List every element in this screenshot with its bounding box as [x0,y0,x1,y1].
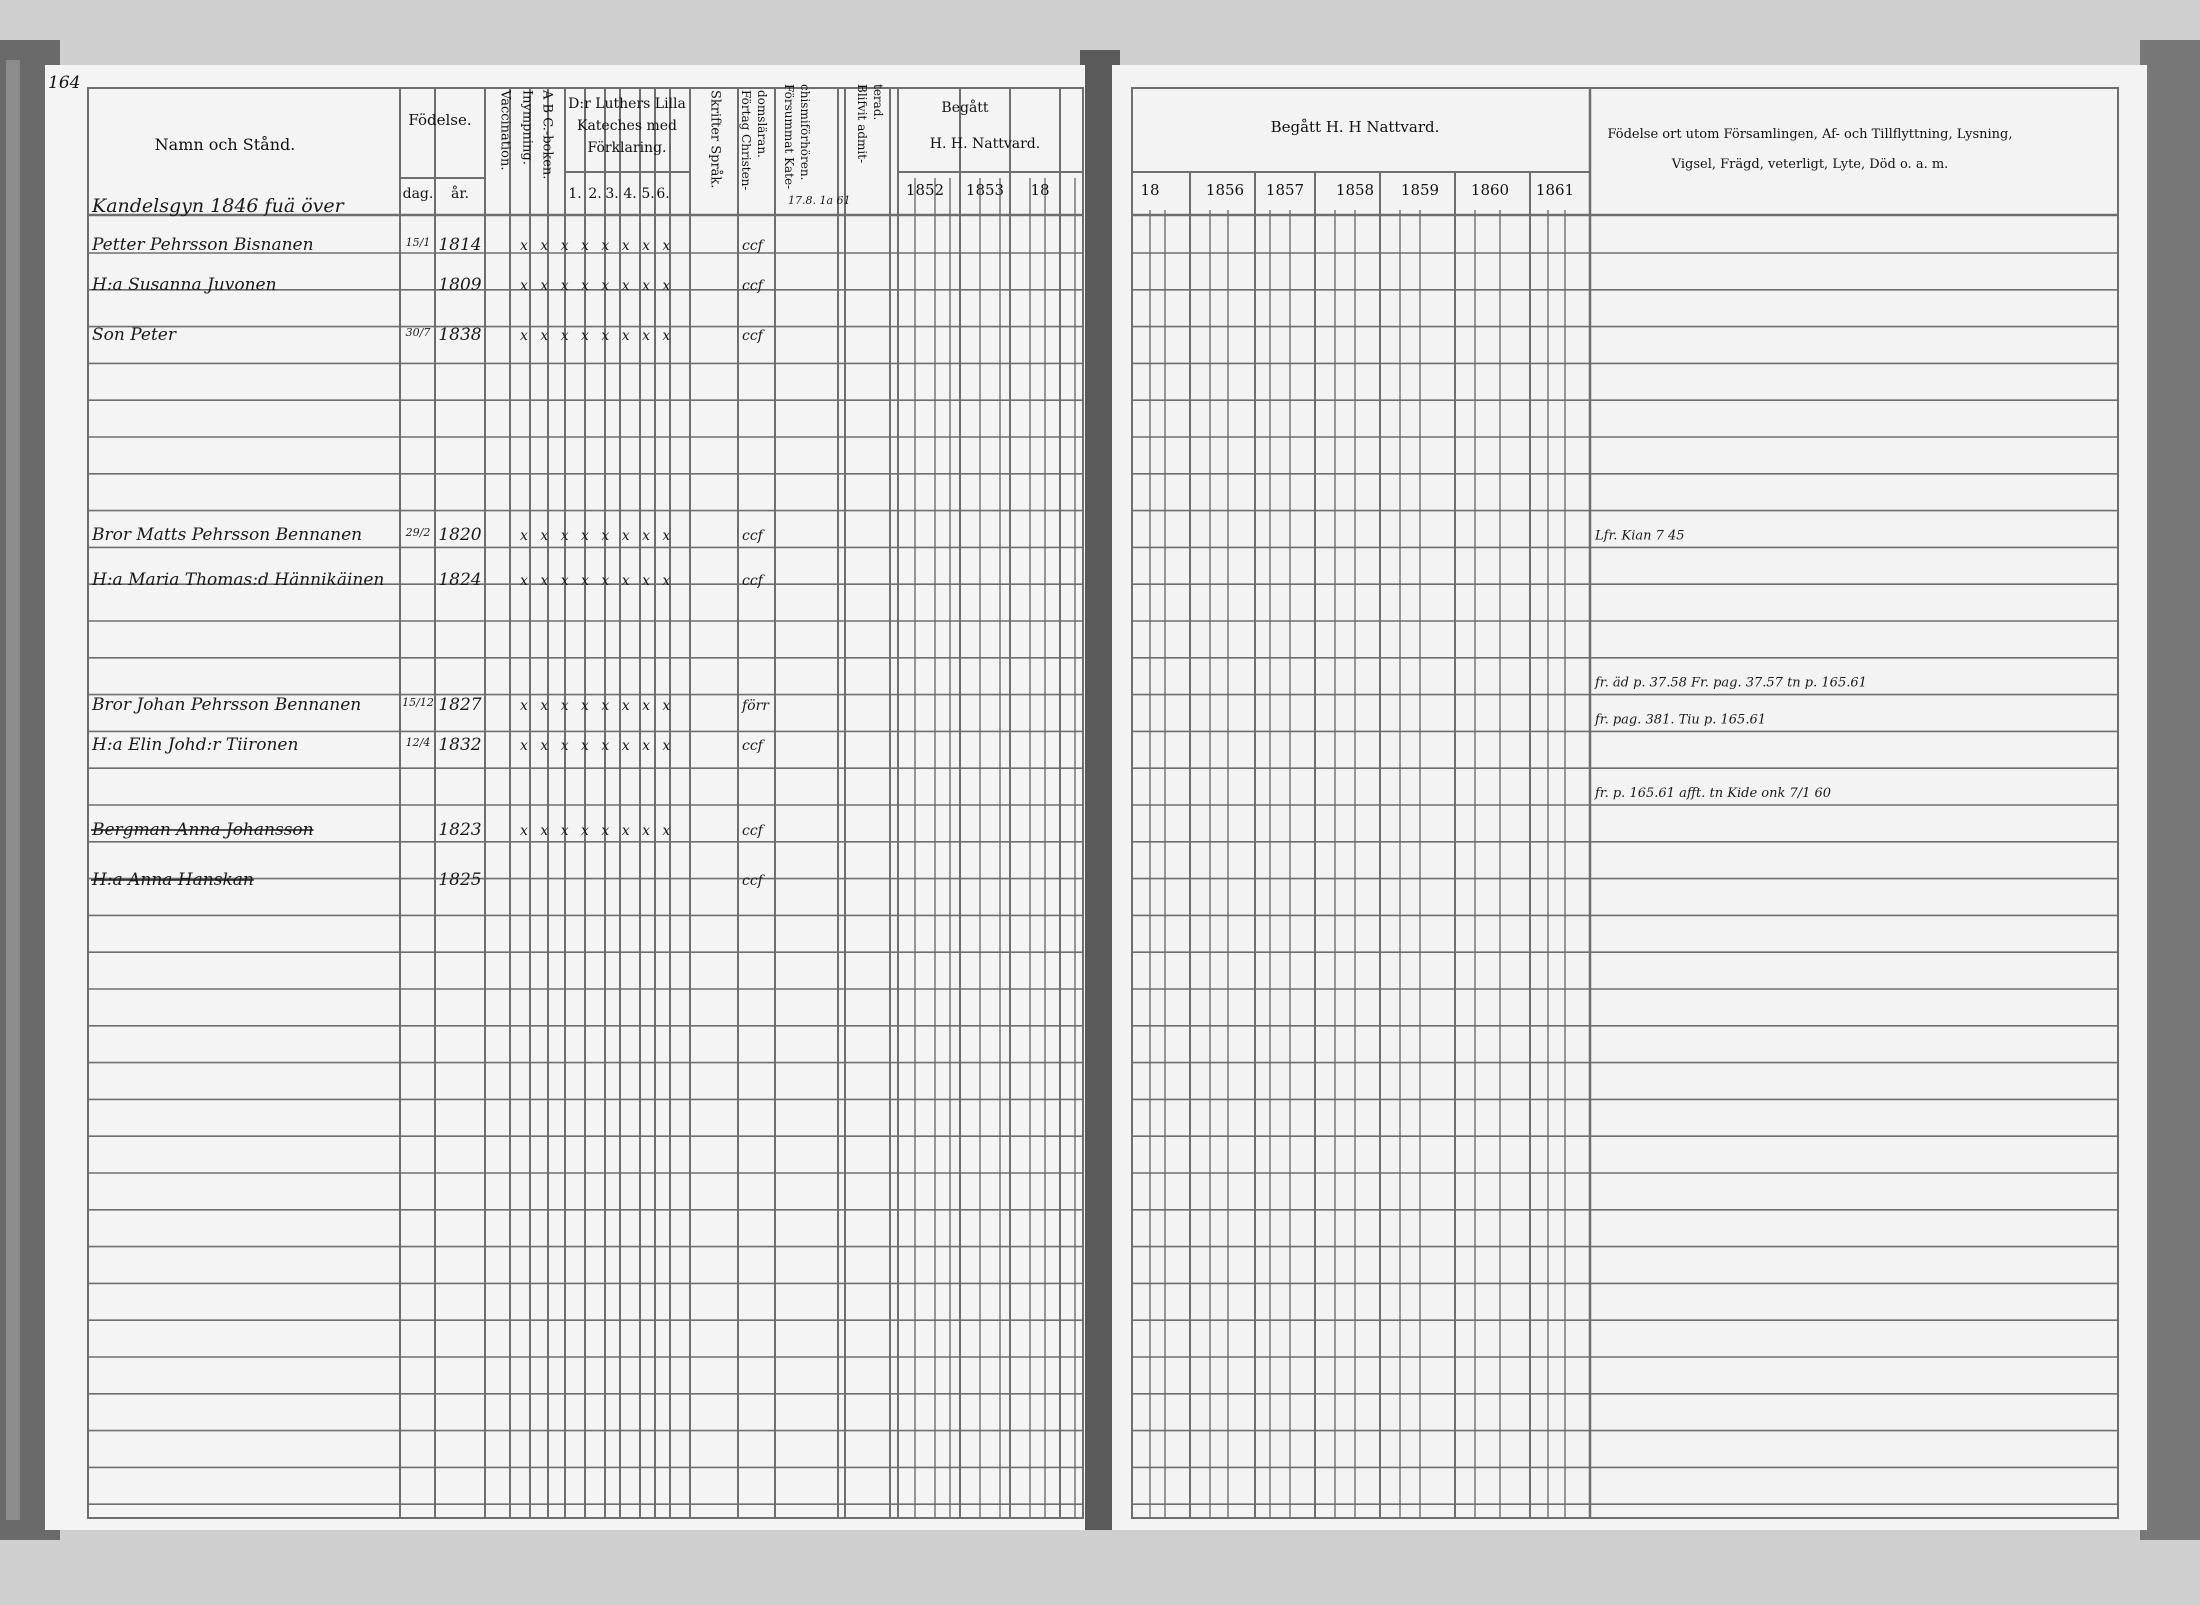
catechism-part-5: 5. [641,186,655,202]
row-birth-day: 15/12 [402,696,434,709]
row-marks: x x x x x x x x [520,738,675,754]
row-marks: x x x x x x x x [520,528,675,544]
header-catechism-2: Kateches med [576,118,678,134]
header-year-left-2: 1853 [965,181,1005,199]
right-year-0: 18 [1140,181,1160,199]
row-name: H:a Anna Hanskan [92,870,254,890]
row-note: ccf [742,328,763,344]
row-birth-year: 1809 [438,275,482,295]
header-admitted-2: terad. [871,84,885,121]
right-year-6: 1861 [1535,181,1575,199]
header-year-left-3: 18 [1030,181,1050,199]
header-missed-2: chismiförhören. [798,84,812,181]
right-year-3: 1858 [1335,181,1375,199]
row-birth-day: 30/7 [405,326,431,339]
header-birth-year: år. [451,186,469,202]
row-name: Bror Johan Pehrsson Bennanen [92,695,362,715]
catechism-part-3: 3. [605,186,619,202]
row-name: Bergman Anna Johansson [92,820,314,840]
row-birth-year: 1838 [438,325,482,345]
header-christianity-1: Förtag Christen- [739,90,753,191]
header-remarks-1: Födelse ort utom Församlingen, Af- och Tillflyttning, Lysning, [1607,127,2013,142]
row-note: ccf [742,873,763,889]
remark-entry: fr. pag. 381. Tiu p. 165.61 [1595,712,1767,728]
header-year-left-1: 1852 [905,181,945,199]
row-birth-day: 29/2 [405,526,431,539]
header-admitted-1: Blifvit admit- [855,84,869,164]
row-marks: x x x x x x x x [520,278,675,294]
row-name: H:a Elin Johd:r Tiironen [92,735,299,755]
row-name: H:a Susanna Juvonen [92,275,277,295]
row-note: ccf [742,238,763,254]
header-remarks-2: Vigsel, Frägd, veterligt, Lyte, Död o. a. m. [1671,157,1949,172]
row-birth-day: 15/1 [405,236,431,249]
row-note: förr [742,698,769,714]
header-communion-left-2: H. H. Nattvard. [929,136,1041,152]
right-year-4: 1859 [1400,181,1440,199]
row-marks: x x x x x x x x [520,698,675,714]
row-birth-year: 1827 [438,695,482,715]
catechism-part-1: 1. [568,186,582,202]
header-catechism-1: D:r Luthers Lilla [568,96,686,112]
catechism-part-6: 6. [656,186,670,202]
header-vaccination: Vaccination. [497,90,513,171]
header-name: Namn och Stånd. [154,135,296,154]
remark-entry: Lfr. Kian 7 45 [1595,528,1685,544]
row-birth-year: 1824 [438,570,482,590]
header-birth-day: dag. [402,186,434,202]
page-number: 164 [48,73,81,93]
row-note: ccf [742,528,763,544]
remark-entry: fr. p. 165.61 afft. tn Kide onk 7/1 60 [1595,786,1832,801]
row-name: Son Peter [92,325,176,345]
header-writing: Skrifter Språk. [707,90,723,189]
row-marks: x x x x x x x x [520,238,675,254]
row-marks: x x x x x x x x [520,823,675,839]
row-name: H:a Maria Thomas:d Hännikäinen [92,570,385,590]
header-abc-book: A B C.-boken. [539,90,555,180]
header-christianity-2: domsläran. [755,90,769,158]
header-communion-right: Begått H. H Nattvard. [1270,118,1440,136]
remark-entry: fr. äd p. 37.58 Fr. pag. 37.57 tn p. 165.61 [1595,675,1867,691]
row-birth-year: 1825 [438,870,482,890]
row-birth-year: 1814 [438,235,482,255]
row-marks: x x x x x x x x [520,573,675,589]
header-communion-left-1: Begått [941,100,989,116]
header-inoculation: Inympning. [519,90,535,165]
right-year-2: 1857 [1265,181,1305,199]
right-year-5: 1860 [1470,181,1510,199]
catechism-part-2: 2. [588,186,602,202]
row-note: ccf [742,823,763,839]
row-note: ccf [742,278,763,294]
right-year-1: 1856 [1205,181,1245,199]
row-birth-year: 1820 [438,525,482,545]
header-missed-1: Försummat Kate- [782,84,796,190]
row-note: ccf [742,738,763,754]
row-name: Petter Pehrsson Bisnanen [92,235,314,255]
row-birth-year: 1832 [438,735,482,755]
header-catechism-3: Förklaring. [587,140,667,156]
row-name: Bror Matts Pehrsson Bennanen [92,525,363,545]
row-marks: x x x x x x x x [520,328,675,344]
row-birth-year: 1823 [438,820,482,840]
header-birth: Födelse. [408,111,472,129]
row-birth-day: 12/4 [405,736,431,749]
catechism-part-4: 4. [623,186,637,202]
row-note: ccf [742,573,763,589]
row-note: 17.8. 1a 61 [788,194,851,207]
row-name: Kandelsgyn 1846 fuä över [92,195,344,217]
